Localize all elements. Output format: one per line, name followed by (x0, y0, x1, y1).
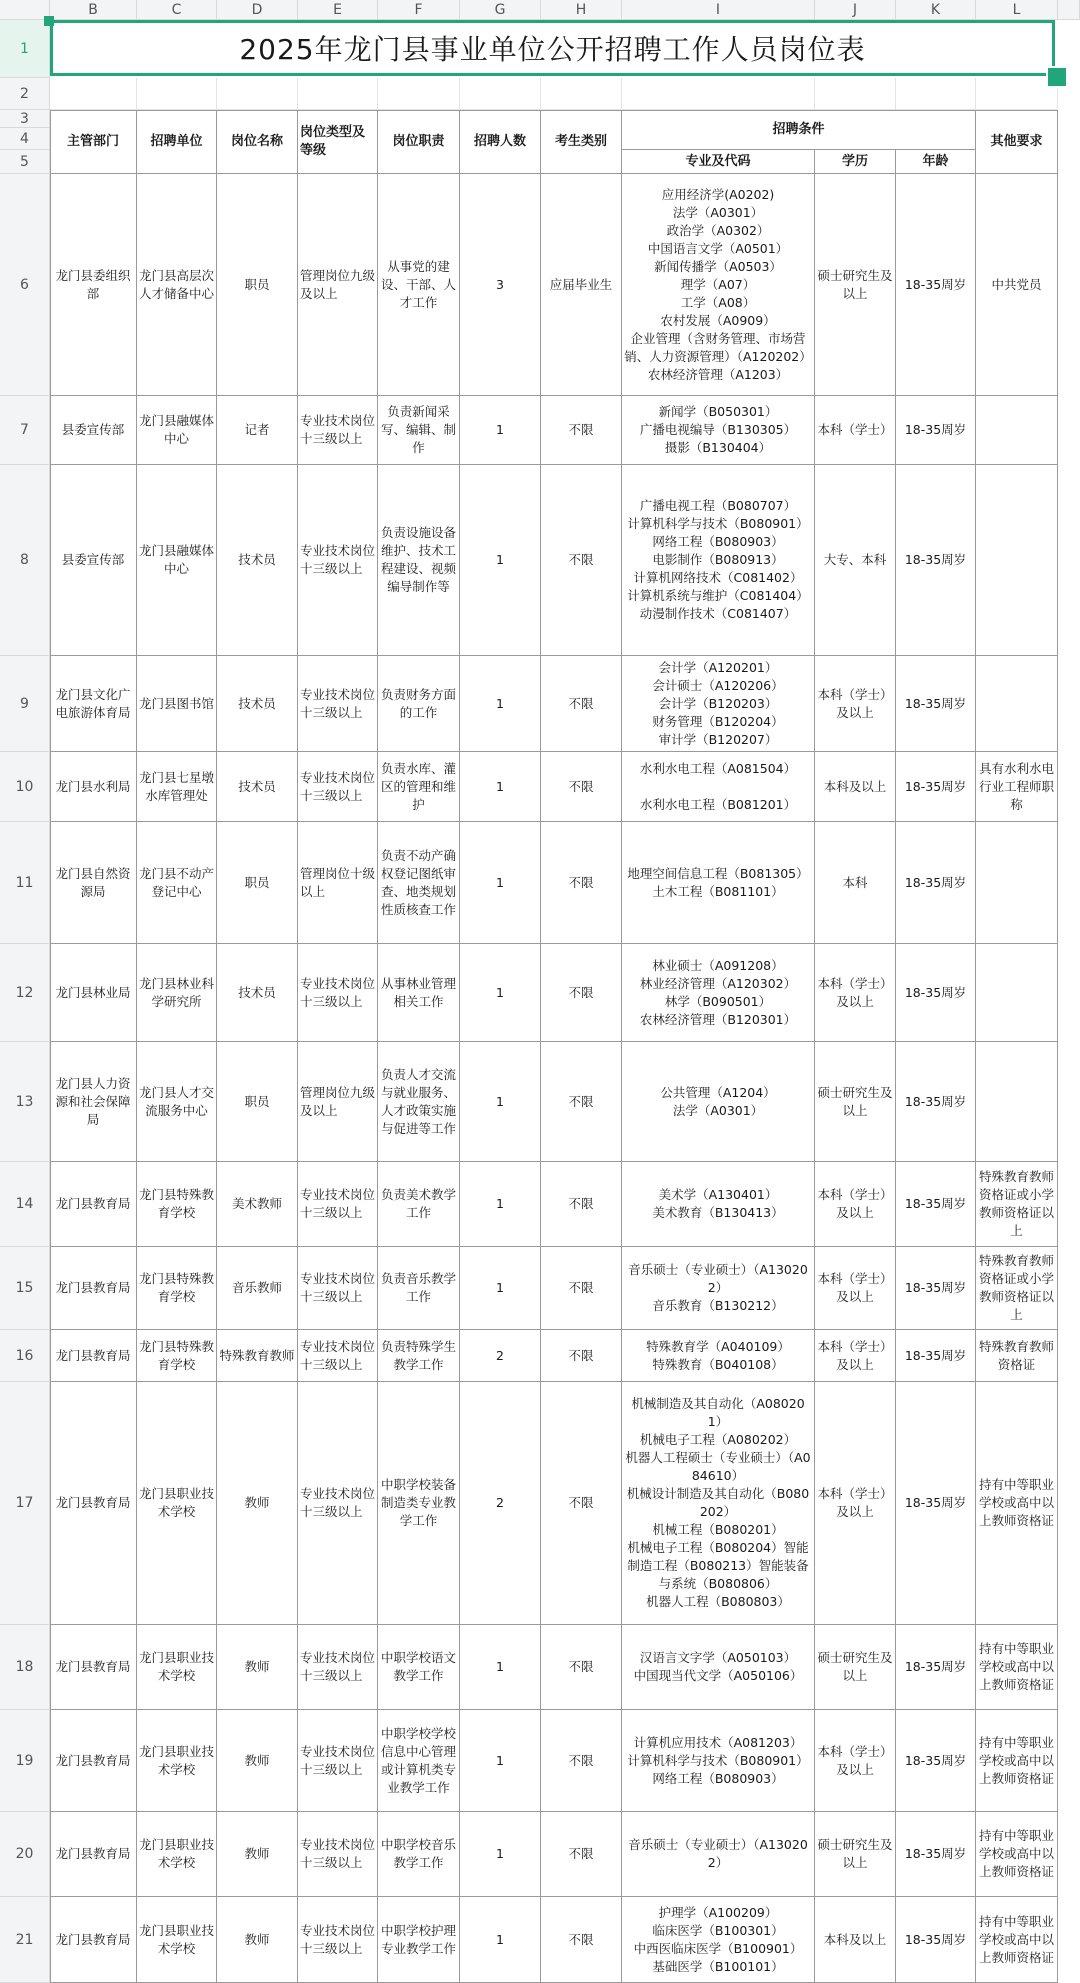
empty-cell[interactable] (815, 78, 896, 110)
table-cell-category[interactable]: 不限 (541, 1812, 622, 1897)
page-title[interactable]: 2025年龙门县事业单位公开招聘工作人员岗位表 (50, 20, 1055, 76)
table-cell-education[interactable]: 本科 (815, 822, 896, 944)
table-cell-education[interactable]: 本科（学士）及以上 (815, 1382, 896, 1625)
table-cell-age[interactable]: 18-35周岁 (896, 1812, 976, 1897)
table-cell-count[interactable]: 1 (460, 396, 541, 465)
table-cell-age[interactable]: 18-35周岁 (896, 1247, 976, 1330)
table-cell-unit[interactable]: 龙门县高层次人才储备中心 (137, 174, 217, 396)
table-cell-unit[interactable]: 龙门县职业技术学校 (137, 1382, 217, 1625)
table-cell-duty[interactable]: 中职学校音乐教学工作 (378, 1812, 460, 1897)
table-cell-other[interactable]: 持有中等职业学校或高中以上教师资格证 (976, 1625, 1058, 1710)
table-cell-dept[interactable]: 龙门县教育局 (50, 1330, 137, 1382)
table-cell-category[interactable]: 不限 (541, 1247, 622, 1330)
table-cell-duty[interactable]: 中职学校装备制造类专业教学工作 (378, 1382, 460, 1625)
header-conditions[interactable]: 招聘条件 (622, 110, 976, 150)
table-cell-type[interactable]: 专业技术岗位十三级以上 (298, 1897, 378, 1983)
table-cell-dept[interactable]: 龙门县教育局 (50, 1812, 137, 1897)
table-cell-dept[interactable]: 龙门县教育局 (50, 1162, 137, 1247)
empty-cell[interactable] (460, 78, 541, 110)
table-cell-major[interactable]: 美术学（A130401） 美术教育（B130413） (622, 1162, 815, 1247)
select-all-corner[interactable] (0, 0, 50, 20)
row-header-21[interactable]: 21 (0, 1897, 50, 1983)
header-duty[interactable]: 岗位职责 (378, 110, 460, 174)
header-other[interactable]: 其他要求 (976, 110, 1058, 174)
table-cell-position[interactable]: 技术员 (217, 465, 298, 656)
table-cell-major[interactable]: 水利水电工程（A081504） 水利水电工程（B081201） (622, 752, 815, 822)
table-cell-major[interactable]: 公共管理（A1204） 法学（A0301） (622, 1042, 815, 1162)
row-header-7[interactable]: 7 (0, 396, 50, 465)
row-header-1[interactable]: 1 (0, 20, 50, 78)
table-cell-major[interactable]: 汉语言文字学（A050103） 中国现当代文学（A050106） (622, 1625, 815, 1710)
header-major[interactable]: 专业及代码 (622, 150, 815, 174)
table-cell-duty[interactable]: 负责设施设备维护、技术工程建设、视频编导制作等 (378, 465, 460, 656)
table-cell-unit[interactable]: 龙门县职业技术学校 (137, 1710, 217, 1812)
table-cell-position[interactable]: 职员 (217, 1042, 298, 1162)
table-cell-position[interactable]: 技术员 (217, 944, 298, 1042)
table-cell-dept[interactable]: 龙门县教育局 (50, 1897, 137, 1983)
table-cell-count[interactable]: 1 (460, 752, 541, 822)
column-header-extra[interactable] (1058, 0, 1080, 20)
table-cell-age[interactable]: 18-35周岁 (896, 396, 976, 465)
table-cell-dept[interactable]: 龙门县自然资源局 (50, 822, 137, 944)
table-cell-major[interactable]: 计算机应用技术（A081203） 计算机科学与技术（B080901） 网络工程（B080903） (622, 1710, 815, 1812)
table-cell-type[interactable]: 专业技术岗位十三级以上 (298, 396, 378, 465)
table-cell-type[interactable]: 专业技术岗位十三级以上 (298, 752, 378, 822)
table-cell-duty[interactable]: 负责财务方面的工作 (378, 656, 460, 752)
table-cell-duty[interactable]: 负责美术教学工作 (378, 1162, 460, 1247)
table-cell-unit[interactable]: 龙门县人才交流服务中心 (137, 1042, 217, 1162)
table-cell-dept[interactable]: 龙门县文化广电旅游体育局 (50, 656, 137, 752)
table-cell-type[interactable]: 专业技术岗位十三级以上 (298, 1625, 378, 1710)
table-cell-category[interactable]: 不限 (541, 1897, 622, 1983)
table-cell-education[interactable]: 本科及以上 (815, 1897, 896, 1983)
table-cell-age[interactable]: 18-35周岁 (896, 1382, 976, 1625)
table-cell-unit[interactable]: 龙门县融媒体中心 (137, 465, 217, 656)
table-cell-education[interactable]: 本科（学士）及以上 (815, 1330, 896, 1382)
table-cell-duty[interactable]: 负责音乐教学工作 (378, 1247, 460, 1330)
table-cell-other[interactable]: 持有中等职业学校或高中以上教师资格证 (976, 1812, 1058, 1897)
table-cell-age[interactable]: 18-35周岁 (896, 174, 976, 396)
column-header-G[interactable]: G (460, 0, 541, 20)
table-cell-age[interactable]: 18-35周岁 (896, 1162, 976, 1247)
table-cell-position[interactable]: 教师 (217, 1710, 298, 1812)
table-cell-education[interactable]: 本科（学士）及以上 (815, 944, 896, 1042)
table-cell-count[interactable]: 1 (460, 1812, 541, 1897)
table-cell-major[interactable]: 特殊教育学（A040109） 特殊教育（B040108） (622, 1330, 815, 1382)
table-cell-category[interactable]: 不限 (541, 656, 622, 752)
table-cell-type[interactable]: 专业技术岗位十三级以上 (298, 1382, 378, 1625)
row-header-4[interactable]: 4 (0, 128, 50, 150)
table-cell-type[interactable]: 专业技术岗位十三级以上 (298, 1330, 378, 1382)
row-header-8[interactable]: 8 (0, 465, 50, 656)
table-cell-count[interactable]: 1 (460, 1042, 541, 1162)
row-header-3[interactable]: 3 (0, 110, 50, 128)
column-header-K[interactable]: K (896, 0, 976, 20)
table-cell-unit[interactable]: 龙门县特殊教育学校 (137, 1247, 217, 1330)
table-cell-position[interactable]: 技术员 (217, 752, 298, 822)
table-cell-other[interactable] (976, 396, 1058, 465)
table-cell-position[interactable]: 美术教师 (217, 1162, 298, 1247)
table-cell-education[interactable]: 大专、本科 (815, 465, 896, 656)
table-cell-duty[interactable]: 负责人才交流与就业服务、人才政策实施与促进等工作 (378, 1042, 460, 1162)
table-cell-age[interactable]: 18-35周岁 (896, 656, 976, 752)
table-cell-count[interactable]: 1 (460, 1247, 541, 1330)
row-header-15[interactable]: 15 (0, 1247, 50, 1330)
table-cell-category[interactable]: 不限 (541, 1710, 622, 1812)
table-cell-duty[interactable]: 负责新闻采写、编辑、制作 (378, 396, 460, 465)
table-cell-dept[interactable]: 龙门县教育局 (50, 1710, 137, 1812)
header-type[interactable]: 岗位类型及等级 (298, 110, 378, 174)
table-cell-age[interactable]: 18-35周岁 (896, 1897, 976, 1983)
table-cell-duty[interactable]: 负责水库、灌区的管理和维护 (378, 752, 460, 822)
empty-cell[interactable] (622, 78, 815, 110)
selection-fill-handle[interactable] (1046, 66, 1068, 88)
column-header-H[interactable]: H (541, 0, 622, 20)
table-cell-dept[interactable]: 县委宣传部 (50, 465, 137, 656)
table-cell-position[interactable]: 职员 (217, 174, 298, 396)
table-cell-education[interactable]: 硕士研究生及以上 (815, 1042, 896, 1162)
table-cell-category[interactable]: 不限 (541, 1625, 622, 1710)
table-cell-education[interactable]: 本科（学士）及以上 (815, 1710, 896, 1812)
column-header-L[interactable]: L (976, 0, 1058, 20)
table-cell-category[interactable]: 不限 (541, 752, 622, 822)
table-cell-other[interactable]: 持有中等职业学校或高中以上教师资格证 (976, 1382, 1058, 1625)
table-cell-other[interactable] (976, 944, 1058, 1042)
column-header-E[interactable]: E (298, 0, 378, 20)
table-cell-category[interactable]: 不限 (541, 1330, 622, 1382)
table-cell-age[interactable]: 18-35周岁 (896, 1710, 976, 1812)
empty-cell[interactable] (298, 78, 378, 110)
table-cell-type[interactable]: 专业技术岗位十三级以上 (298, 1162, 378, 1247)
empty-cell[interactable] (378, 78, 460, 110)
column-header-F[interactable]: F (378, 0, 460, 20)
empty-cell[interactable] (50, 78, 137, 110)
table-cell-count[interactable]: 2 (460, 1330, 541, 1382)
table-cell-count[interactable]: 1 (460, 1897, 541, 1983)
header-count[interactable]: 招聘人数 (460, 110, 541, 174)
table-cell-duty[interactable]: 从事林业管理相关工作 (378, 944, 460, 1042)
table-cell-dept[interactable]: 龙门县教育局 (50, 1625, 137, 1710)
table-cell-category[interactable]: 不限 (541, 822, 622, 944)
row-header-14[interactable]: 14 (0, 1162, 50, 1247)
table-cell-count[interactable]: 1 (460, 1710, 541, 1812)
table-cell-other[interactable]: 特殊教育教师资格证 (976, 1330, 1058, 1382)
table-cell-category[interactable]: 不限 (541, 1162, 622, 1247)
table-cell-type[interactable]: 管理岗位九级及以上 (298, 174, 378, 396)
table-cell-type[interactable]: 专业技术岗位十三级以上 (298, 1710, 378, 1812)
table-cell-major[interactable]: 应用经济学(A0202) 法学（A0301） 政治学（A0302） 中国语言文学（A0501） 新闻传播学（A0503） 理学（A07） 工学（A08） 农村发展（A0909） 企业管理（含财务管理、市场营销、人力资源管理）（A120202） 农林经济管理（A1203） (622, 174, 815, 396)
table-cell-other[interactable]: 中共党员 (976, 174, 1058, 396)
selection-handle-top-left[interactable] (44, 16, 54, 26)
table-cell-position[interactable]: 教师 (217, 1897, 298, 1983)
table-cell-unit[interactable]: 龙门县职业技术学校 (137, 1812, 217, 1897)
table-cell-position[interactable]: 技术员 (217, 656, 298, 752)
table-cell-age[interactable]: 18-35周岁 (896, 465, 976, 656)
table-cell-unit[interactable]: 龙门县职业技术学校 (137, 1625, 217, 1710)
table-cell-major[interactable]: 地理空间信息工程（B081305） 土木工程（B081101） (622, 822, 815, 944)
table-cell-education[interactable]: 本科（学士） (815, 396, 896, 465)
header-position[interactable]: 岗位名称 (217, 110, 298, 174)
table-cell-duty[interactable]: 中职学校学校信息中心管理或计算机类专业教学工作 (378, 1710, 460, 1812)
table-cell-dept[interactable]: 龙门县教育局 (50, 1382, 137, 1625)
row-header-18[interactable]: 18 (0, 1625, 50, 1710)
table-cell-category[interactable]: 不限 (541, 465, 622, 656)
table-cell-dept[interactable]: 龙门县人力资源和社会保障局 (50, 1042, 137, 1162)
row-header-12[interactable]: 12 (0, 944, 50, 1042)
header-age[interactable]: 年龄 (896, 150, 976, 174)
table-cell-count[interactable]: 1 (460, 1625, 541, 1710)
table-cell-education[interactable]: 本科（学士）及以上 (815, 1247, 896, 1330)
table-cell-category[interactable]: 不限 (541, 396, 622, 465)
table-cell-count[interactable]: 1 (460, 656, 541, 752)
table-cell-other[interactable] (976, 822, 1058, 944)
column-header-D[interactable]: D (217, 0, 298, 20)
table-cell-major[interactable]: 音乐硕士（专业硕士）（A130202） (622, 1812, 815, 1897)
column-header-B[interactable]: B (50, 0, 137, 20)
header-category[interactable]: 考生类别 (541, 110, 622, 174)
table-cell-duty[interactable]: 负责不动产确权登记图纸审查、地类规划性质核查工作 (378, 822, 460, 944)
row-header-16[interactable]: 16 (0, 1330, 50, 1382)
row-header-5[interactable]: 5 (0, 150, 50, 174)
table-cell-education[interactable]: 硕士研究生及以上 (815, 174, 896, 396)
row-header-2[interactable]: 2 (0, 78, 50, 110)
row-header-10[interactable]: 10 (0, 752, 50, 822)
header-dept[interactable]: 主管部门 (50, 110, 137, 174)
table-cell-unit[interactable]: 龙门县特殊教育学校 (137, 1330, 217, 1382)
table-cell-category[interactable]: 应届毕业生 (541, 174, 622, 396)
table-cell-count[interactable]: 1 (460, 944, 541, 1042)
table-cell-position[interactable]: 职员 (217, 822, 298, 944)
table-cell-type[interactable]: 管理岗位十级以上 (298, 822, 378, 944)
row-header-17[interactable]: 17 (0, 1382, 50, 1625)
table-cell-dept[interactable]: 龙门县林业局 (50, 944, 137, 1042)
column-header-I[interactable]: I (622, 0, 815, 20)
table-cell-type[interactable]: 管理岗位九级及以上 (298, 1042, 378, 1162)
table-cell-unit[interactable]: 龙门县七星墩水库管理处 (137, 752, 217, 822)
table-cell-count[interactable]: 3 (460, 174, 541, 396)
table-cell-dept[interactable]: 县委宣传部 (50, 396, 137, 465)
table-cell-duty[interactable]: 从事党的建设、干部、人才工作 (378, 174, 460, 396)
table-cell-unit[interactable]: 龙门县林业科学研究所 (137, 944, 217, 1042)
table-cell-type[interactable]: 专业技术岗位十三级以上 (298, 1812, 378, 1897)
column-header-J[interactable]: J (815, 0, 896, 20)
table-cell-position[interactable]: 教师 (217, 1812, 298, 1897)
table-cell-unit[interactable]: 龙门县融媒体中心 (137, 396, 217, 465)
table-cell-type[interactable]: 专业技术岗位十三级以上 (298, 465, 378, 656)
table-cell-age[interactable]: 18-35周岁 (896, 1042, 976, 1162)
table-cell-count[interactable]: 1 (460, 465, 541, 656)
table-cell-position[interactable]: 教师 (217, 1625, 298, 1710)
table-cell-other[interactable]: 特殊教育教师资格证或小学教师资格证以上 (976, 1247, 1058, 1330)
table-cell-position[interactable]: 音乐教师 (217, 1247, 298, 1330)
row-header-13[interactable]: 13 (0, 1042, 50, 1162)
table-cell-dept[interactable]: 龙门县委组织部 (50, 174, 137, 396)
table-cell-other[interactable]: 持有中等职业学校或高中以上教师资格证 (976, 1897, 1058, 1983)
table-cell-duty[interactable]: 负责特殊学生教学工作 (378, 1330, 460, 1382)
table-cell-other[interactable] (976, 465, 1058, 656)
row-header-6[interactable]: 6 (0, 174, 50, 396)
table-cell-education[interactable]: 本科（学士）及以上 (815, 1162, 896, 1247)
table-cell-dept[interactable]: 龙门县水利局 (50, 752, 137, 822)
table-cell-unit[interactable]: 龙门县不动产登记中心 (137, 822, 217, 944)
table-cell-education[interactable]: 本科（学士）及以上 (815, 656, 896, 752)
table-cell-education[interactable]: 硕士研究生及以上 (815, 1812, 896, 1897)
table-cell-other[interactable]: 持有中等职业学校或高中以上教师资格证 (976, 1710, 1058, 1812)
table-cell-age[interactable]: 18-35周岁 (896, 822, 976, 944)
header-education[interactable]: 学历 (815, 150, 896, 174)
table-cell-category[interactable]: 不限 (541, 1042, 622, 1162)
table-cell-education[interactable]: 本科及以上 (815, 752, 896, 822)
table-cell-position[interactable]: 记者 (217, 396, 298, 465)
table-cell-age[interactable]: 18-35周岁 (896, 1625, 976, 1710)
table-cell-other[interactable] (976, 656, 1058, 752)
table-cell-unit[interactable]: 龙门县图书馆 (137, 656, 217, 752)
row-header-11[interactable]: 11 (0, 822, 50, 944)
empty-cell[interactable] (541, 78, 622, 110)
empty-cell[interactable] (217, 78, 298, 110)
table-cell-type[interactable]: 专业技术岗位十三级以上 (298, 944, 378, 1042)
table-cell-major[interactable]: 新闻学（B050301） 广播电视编导（B130305） 摄影（B130404） (622, 396, 815, 465)
empty-cell[interactable] (137, 78, 217, 110)
table-cell-major[interactable]: 会计学（A120201） 会计硕士（A120206） 会计学（B120203） 财务管理（B120204） 审计学（B120207） (622, 656, 815, 752)
table-cell-other[interactable]: 特殊教育教师资格证或小学教师资格证以上 (976, 1162, 1058, 1247)
table-cell-duty[interactable]: 中职学校语文教学工作 (378, 1625, 460, 1710)
table-cell-other[interactable]: 具有水利水电行业工程师职称 (976, 752, 1058, 822)
table-cell-type[interactable]: 专业技术岗位十三级以上 (298, 1247, 378, 1330)
table-cell-age[interactable]: 18-35周岁 (896, 752, 976, 822)
table-cell-position[interactable]: 特殊教育教师 (217, 1330, 298, 1382)
table-cell-major[interactable]: 机械制造及其自动化（A080201） 机械电子工程（A080202） 机器人工程硕士（专业硕士）（A084610） 机械设计制造及其自动化（B080202） 机械工程（B080201） 机械电子工程（B080204）智能制造工程（B080213）智能装备与系统（B080806） 机器人工程（B080803） (622, 1382, 815, 1625)
table-cell-type[interactable]: 专业技术岗位十三级以上 (298, 656, 378, 752)
table-cell-education[interactable]: 硕士研究生及以上 (815, 1625, 896, 1710)
table-cell-count[interactable]: 1 (460, 822, 541, 944)
table-cell-major[interactable]: 音乐硕士（专业硕士）（A130202） 音乐教育（B130212） (622, 1247, 815, 1330)
table-cell-duty[interactable]: 中职学校护理专业教学工作 (378, 1897, 460, 1983)
table-cell-category[interactable]: 不限 (541, 1382, 622, 1625)
row-header-20[interactable]: 20 (0, 1812, 50, 1897)
table-cell-major[interactable]: 广播电视工程（B080707） 计算机科学与技术（B080901） 网络工程（B080903） 电影制作（B080913） 计算机网络技术（C081402） 计算机系统与维护（C081404） 动漫制作技术（C081407） (622, 465, 815, 656)
table-cell-major[interactable]: 林业硕士（A091208） 林业经济管理（A120302） 林学（B090501） 农林经济管理（B120301） (622, 944, 815, 1042)
table-cell-count[interactable]: 1 (460, 1162, 541, 1247)
empty-cell[interactable] (896, 78, 976, 110)
row-header-9[interactable]: 9 (0, 656, 50, 752)
table-cell-category[interactable]: 不限 (541, 944, 622, 1042)
table-cell-position[interactable]: 教师 (217, 1382, 298, 1625)
table-cell-age[interactable]: 18-35周岁 (896, 944, 976, 1042)
row-header-19[interactable]: 19 (0, 1710, 50, 1812)
column-header-C[interactable]: C (137, 0, 217, 20)
header-unit[interactable]: 招聘单位 (137, 110, 217, 174)
table-cell-other[interactable] (976, 1042, 1058, 1162)
table-cell-age[interactable]: 18-35周岁 (896, 1330, 976, 1382)
table-cell-major[interactable]: 护理学（A100209） 临床医学（B100301） 中西医临床医学（B100901） 基础医学（B100101） (622, 1897, 815, 1983)
table-cell-unit[interactable]: 龙门县职业技术学校 (137, 1897, 217, 1983)
table-cell-count[interactable]: 2 (460, 1382, 541, 1625)
table-cell-unit[interactable]: 龙门县特殊教育学校 (137, 1162, 217, 1247)
table-cell-dept[interactable]: 龙门县教育局 (50, 1247, 137, 1330)
